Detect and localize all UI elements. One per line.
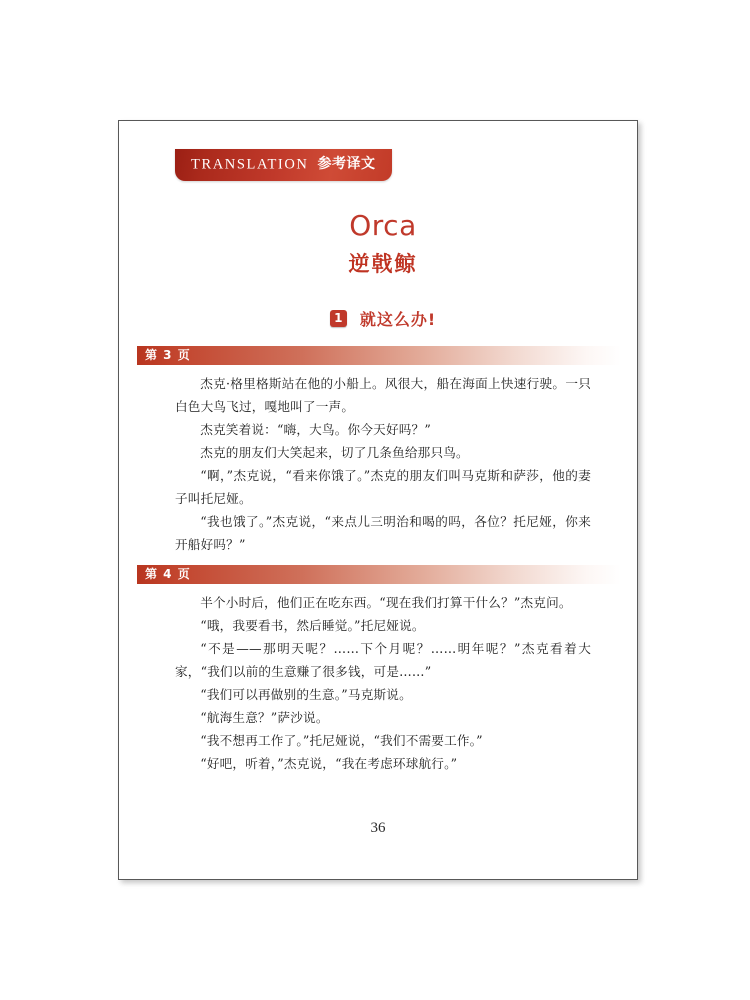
paragraph: “好吧，听着，”杰克说，“我在考虑环球航行。”: [200, 755, 458, 771]
paragraph: 半个小时后，他们正在吃东西。“现在我们打算干什么？”杰克问。: [200, 594, 572, 610]
paragraph: “啊，”杰克说，“看来你饿了。”杰克的朋友们叫马克斯和萨莎，他的妻子叫托尼娅。: [175, 467, 591, 506]
page-4-body: [175, 591, 591, 775]
translation-banner: [175, 149, 392, 181]
section-number-badge: 1: [330, 310, 347, 327]
paragraph: “航海生意？”萨沙说。: [200, 709, 329, 725]
page-marker-3: 第 3 页: [137, 346, 621, 365]
section-header: [175, 307, 591, 330]
paragraph: 杰克的朋友们大笑起来，切了几条鱼给那只鸟。: [200, 444, 469, 460]
paragraph: 杰克笑着说：“嗨，大鸟。你今天好吗？”: [200, 421, 431, 437]
banner-english-label: TRANSLATION: [191, 156, 309, 173]
page-number: 36: [370, 820, 386, 836]
paragraph: “我们可以再做别的生意。”马克斯说。: [200, 686, 412, 702]
page-marker-4: 第 4 页: [137, 565, 621, 584]
banner-chinese-label: 参考译文: [317, 156, 376, 173]
paragraph: “不是——那明天呢？……下个月呢？……明年呢？”杰克看着大家，“我们以前的生意赚了很多钱，可是……”: [175, 640, 591, 679]
page-3-body: [175, 372, 591, 556]
paragraph: 杰克·格里格斯站在他的小船上。风很大，船在海面上快速行驶。一只白色大鸟飞过，嘎地叫了一声。: [175, 375, 591, 414]
translation-banner-row: [175, 149, 591, 183]
paragraph: “我也饿了。”杰克说，“来点儿三明治和喝的吗，各位？托尼娅，你来开船好吗？”: [175, 513, 591, 552]
page-content: [119, 121, 637, 879]
page-sheet: [118, 120, 638, 880]
page-title-chinese: 逆戟鲸: [348, 251, 418, 276]
paragraph: “哦，我要看书，然后睡觉。”托尼娅说。: [200, 617, 425, 633]
paragraph: “我不想再工作了。”托尼娅说，“我们不需要工作。”: [200, 732, 483, 748]
page-title-english: Orca: [349, 209, 417, 242]
section-title: 就这么办!: [359, 309, 437, 329]
